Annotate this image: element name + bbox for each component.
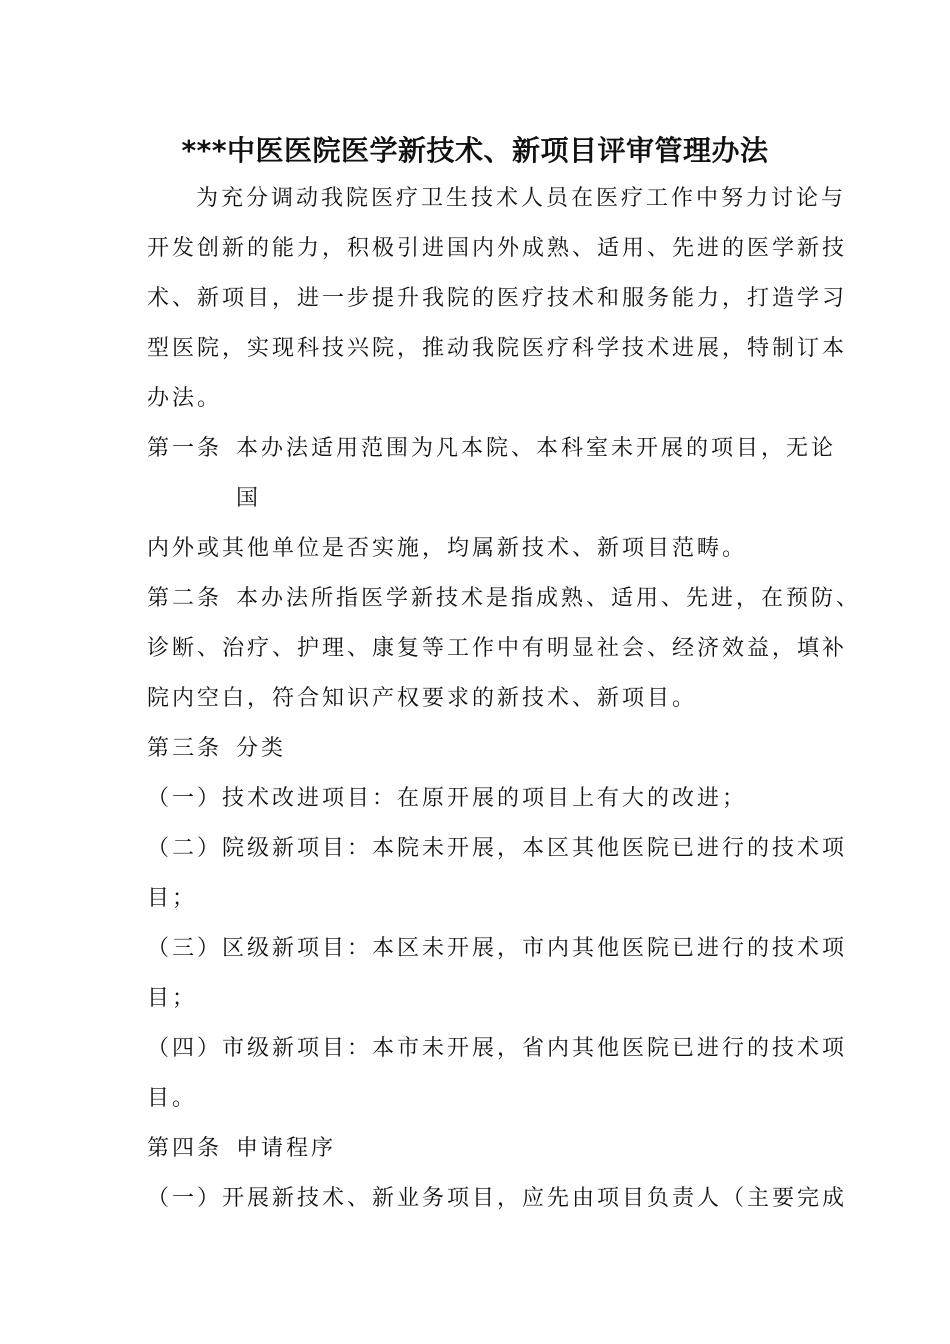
- preamble-line-3: 术、新项目，进一步提升我院的医疗技术和服务能力，打造学习: [147, 286, 848, 311]
- article-1-text: 本办法适用范围为凡本院、本科室未开展的项目，无论: [236, 436, 837, 461]
- document-title: ***中医医院医学新技术、新项目评审管理办法: [181, 134, 769, 167]
- article-2: [147, 584, 861, 614]
- preamble-line-4: 型医院，实现科技兴院，推动我院医疗科学技术进展，特制订本: [147, 336, 848, 361]
- article-4-heading: 申请程序: [236, 1136, 337, 1161]
- preamble-line-2: 开发创新的能力，积极引进国内外成熟、适用、先进的医学新技: [147, 236, 848, 261]
- preamble-line-5: 办法。: [147, 386, 223, 411]
- article-2-line-2: 诊断、治疗、护理、康复等工作中有明显社会、经济效益，填补: [147, 636, 848, 661]
- article-3-item-3-cont: 目；: [147, 986, 198, 1011]
- article-3-label: 第三条: [147, 736, 223, 761]
- article-3-item-4-cont: 目。: [147, 1086, 198, 1111]
- article-2-text: 本办法所指医学新技术是指成熟、适用、先进，在预防、: [236, 586, 862, 611]
- preamble-line-1: 为充分调动我院医疗卫生技术人员在医疗工作中努力讨论与: [196, 186, 847, 211]
- article-3-item-1: （一）技术改进项目：在原开展的项目上有大的改进；: [147, 786, 748, 811]
- article-3: [147, 734, 286, 764]
- article-3-item-2-cont: 目；: [147, 886, 198, 911]
- article-2-line-3: 院内空白，符合知识产权要求的新技术、新项目。: [147, 686, 698, 711]
- article-2-label: 第二条: [147, 586, 223, 611]
- article-1-label: 第一条: [147, 436, 223, 461]
- article-4-label: 第四条: [147, 1136, 223, 1161]
- article-4: [147, 1134, 336, 1164]
- article-4-item-1: （一）开展新技术、新业务项目，应先由项目负责人（主要完成: [147, 1186, 848, 1211]
- article-1-line-3: 内外或其他单位是否实施，均属新技术、新项目范畴。: [147, 536, 748, 561]
- article-3-heading: 分类: [236, 736, 287, 761]
- article-1-line-2: 国: [236, 486, 262, 511]
- article-3-item-3: （三）区级新项目：本区未开展，市内其他医院已进行的技术项: [147, 936, 848, 961]
- article-3-item-4: （四）市级新项目：本市未开展，省内其他医院已进行的技术项: [147, 1036, 848, 1061]
- article-1: [147, 434, 836, 464]
- article-3-item-2: （二）院级新项目：本院未开展，本区其他医院已进行的技术项: [147, 836, 848, 861]
